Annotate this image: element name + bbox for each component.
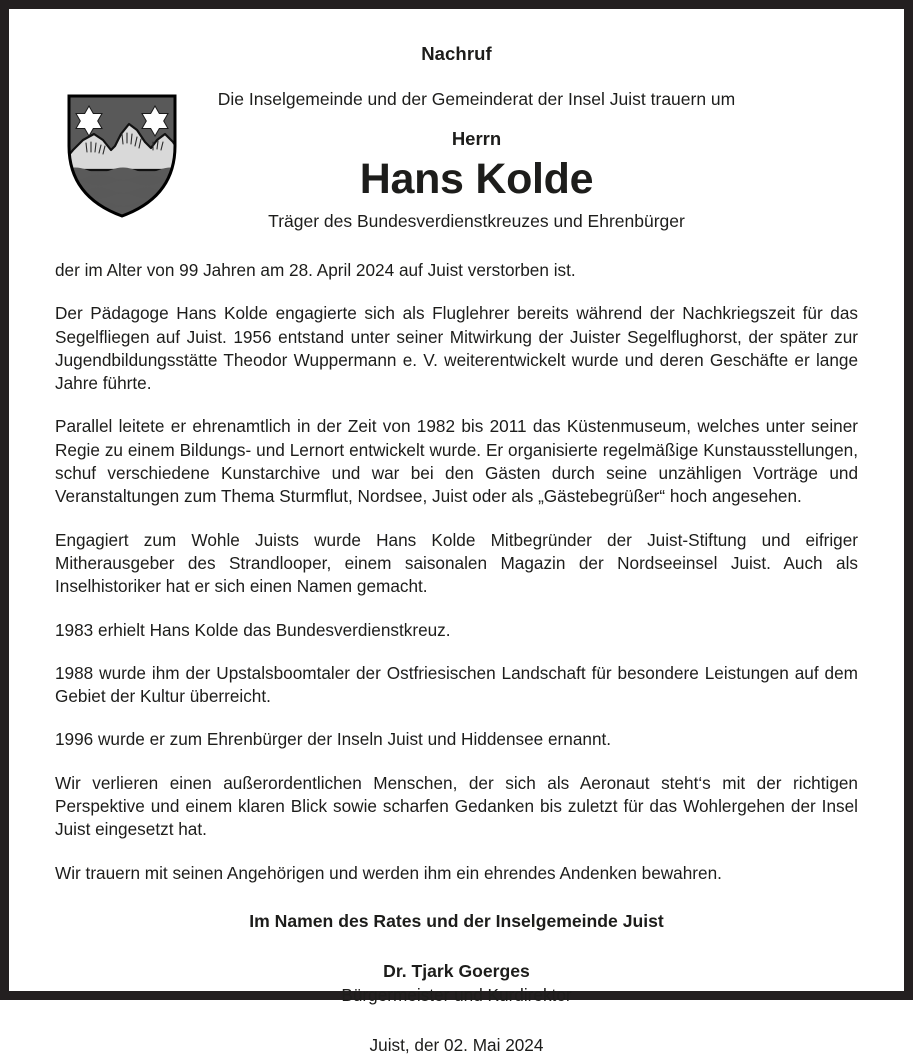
signature-name: Dr. Tjark Goerges [383, 960, 530, 981]
paragraph-5: 1983 erhielt Hans Kolde das Bundesverdienstkreuz. [55, 619, 451, 640]
page-title: Nachruf [421, 43, 492, 64]
signature-block [46, 911, 867, 1056]
notice-inner [9, 9, 904, 1055]
paragraph-2: Der Pädagoge Hans Kolde engagierte sich als Fluglehrer bereits während der Nachkriegszeit für das Segelfliegen auf Juist. 1956 entstand unter seiner Mitwirkung der Juister Segelflughorst, der später zur Jugendbildungsstätte Theodor Wuppermann e. V. weiterentwickelt wurde und deren Geschäfte er lange Jahre führte. [55, 303, 858, 394]
signature-role: Bürgermeister und Kurdirektor [341, 984, 572, 1005]
notice-header [46, 89, 867, 237]
paragraph-1: der im Alter von 99 Jahren am 28. April 2024 auf Juist verstorben ist. [55, 260, 576, 280]
paragraph-3: Parallel leitete er ehrenamtlich in der Zeit von 1982 bis 2011 das Küstenmuseum, welches unter seiner Regie zu einem Bildungs- und Lernort entwickelt wurde. Er organisierte regelmäßige Kunstausstellungen, schuf verschiedene Kunstarchive und war bei den Gästen durch seine unzähligen Vorträge und Veranstaltungen zum Thema Sturmflut, Nordsee, Juist oder als „Gästebegrüßer“ hoch angesehen. [55, 416, 858, 507]
paragraph-9: Wir trauern mit seinen Angehörigen und werden ihm ein ehrendes Andenken bewahren. [55, 862, 722, 883]
obituary-body [46, 259, 867, 885]
paragraph-8: Wir verlieren einen außerordentlichen Menschen, der sich als Aeronaut steht‘s mit der richtigen Perspektive und einem klaren Blick sowie scharfen Gedanken bis zuletzt für das Wohlergehen der Insel Juist eingesetzt hat. [55, 772, 858, 840]
paragraph-6: 1988 wurde ihm der Upstalsboomtaler der Ostfriesischen Landschaft für besondere Leistungen auf dem Gebiet der Kultur überreicht. [55, 662, 858, 707]
signature-council: Im Namen des Rates und der Inselgemeinde Juist [249, 910, 664, 931]
mourning-intro: Die Inselgemeinde und der Gemeinderat der Insel Juist trauern um [217, 89, 736, 109]
paragraph-7: 1996 wurde er zum Ehrenbürger der Inseln Juist und Hiddensee ernannt. [55, 729, 612, 750]
deceased-name: Hans Kolde [359, 154, 594, 203]
juist-coat-of-arms-icon [63, 90, 181, 220]
salutation: Herrn [451, 127, 502, 149]
signature-place-date: Juist, der 02. Mai 2024 [369, 1034, 544, 1055]
honorific-line: Träger des Bundesverdienstkreuzes und Ehrenbürger [268, 211, 685, 232]
paragraph-4: Engagiert zum Wohle Juists wurde Hans Kolde Mitbegründer der Juist-Stiftung und eifriger Mitherausgeber des Strandlooper, einem saisonalen Magazin der Nordseeinsel Juist. Auch als Inselhistoriker hat er sich einen Namen gemacht. [55, 529, 858, 597]
